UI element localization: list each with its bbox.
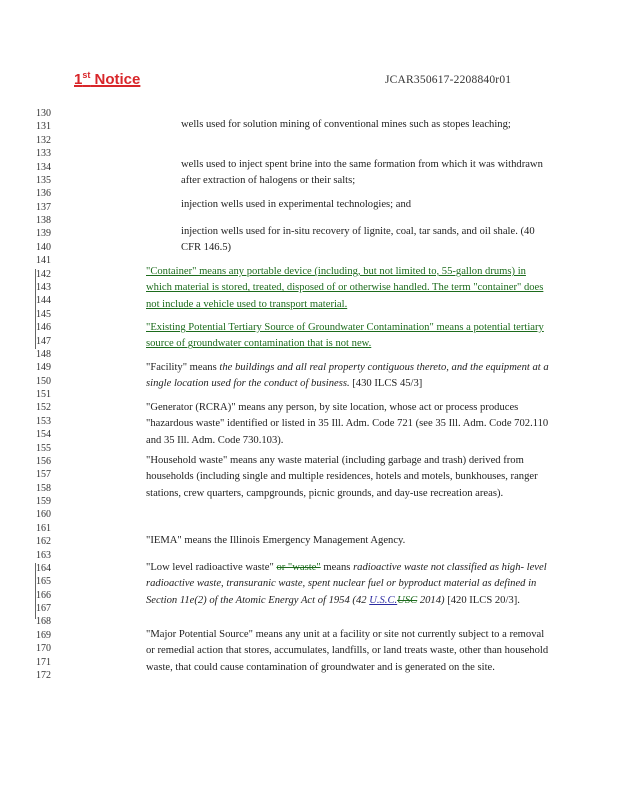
notice-number: 1	[74, 71, 83, 88]
line-number: 151	[36, 389, 51, 400]
line-number: 158	[36, 482, 51, 494]
definition-household-waste: "Household waste" means any waste material (including garbage and trash) derived from households (including single and multiple residences, hotels and motels, bunkhouses, ranger stations, crew quarters, campgrounds, picnic grounds, and day-use recreation areas).	[146, 455, 538, 499]
facility-term: "Facility" means	[146, 362, 220, 373]
line-number: 139	[36, 228, 51, 240]
line-number: 156	[36, 455, 51, 467]
line-number: 157	[36, 469, 51, 481]
line-number: 137	[36, 201, 51, 213]
line-number: 130	[36, 108, 51, 119]
facility-quoted-text: the buildings and all real property contiguous thereto, and the equipment at a single location used for the conduct of business.	[146, 362, 549, 390]
definition-iema: "IEMA" means the Illinois Emergency Management Agency.	[146, 535, 406, 546]
line-number: 146	[36, 322, 51, 334]
line-number: 141	[36, 255, 51, 267]
struck-text: or "waste"	[276, 562, 321, 573]
line-number: 154	[36, 429, 51, 441]
line-number: 135	[36, 174, 51, 186]
definition-container: "Container" means any portable device (including, but not limited to, 55-gallon drums) in which material is stored, treated, disposed of or otherwise handled. The term "container" does not include a vehicle used to transport material.	[146, 266, 544, 310]
line-number: 172	[36, 670, 51, 681]
line-number: 138	[36, 215, 51, 226]
paragraph-spent-brine: wells used to inject spent brine into the same formation from which it was withdrawn after extraction of halogens or their salts;	[181, 159, 543, 187]
line-number: 136	[36, 188, 51, 200]
first-notice-heading	[74, 70, 140, 88]
line-number: 165	[36, 576, 51, 588]
line-number: 170	[36, 643, 51, 655]
line-number: 142	[36, 268, 51, 280]
line-number: 153	[36, 415, 51, 427]
line-number: 150	[36, 375, 51, 387]
llrw-term: "Low level radioactive waste"	[146, 562, 277, 573]
line-number: 134	[36, 161, 51, 173]
line-number: 131	[36, 121, 51, 133]
line-number: 162	[36, 536, 51, 548]
line-number: 132	[36, 134, 51, 146]
line-number: 169	[36, 629, 51, 641]
line-number: 164	[36, 562, 51, 574]
paragraph-in-situ: injection wells used for in-situ recovery of lignite, coal, tar sands, and oil shale. (40 CFR 146.5)	[181, 226, 535, 254]
line-number: 148	[36, 348, 51, 360]
line-number: 144	[36, 295, 51, 307]
document-id: JCAR350617-2208840r01	[385, 74, 512, 86]
line-number: 145	[36, 308, 51, 320]
line-number: 140	[36, 241, 51, 253]
definition-low-level-radioactive-waste	[146, 560, 554, 609]
line-number: 159	[36, 496, 51, 507]
definition-generator-rcra: "Generator (RCRA)" means any person, by site location, whose act or process produces "hazardous waste" identified or listed in 35 Ill. Adm. Code 721 (see 35 Ill. Adm. Code 702.110 and 35 Ill. Adm. Code 730.103).	[146, 402, 549, 446]
line-number: 155	[36, 442, 51, 454]
definition-existing-potential-tertiary-source: "Existing Potential Tertiary Source of Groundwater Contamination" means a potential tertiary source of groundwater contamination that is not new.	[146, 322, 544, 350]
line-number: 161	[36, 522, 51, 534]
llrw-means: means	[320, 562, 354, 573]
line-number: 147	[36, 335, 51, 347]
notice-word: Notice	[90, 71, 141, 88]
llrw-quoted-text: radioactive waste not classified as high- level radioactive waste, transuranic waste, spent nuclear fuel or byproduct material as defined in Section 11e(2) of the Atomic Energy Act of 1954 (42	[146, 562, 547, 606]
line-number: 149	[36, 362, 51, 374]
line-number: 160	[36, 509, 51, 521]
line-number: 167	[36, 603, 51, 615]
struck-text: USC	[397, 594, 418, 606]
line-number: 168	[36, 616, 51, 628]
llrw-year: 2014)	[417, 594, 445, 606]
line-number: 133	[36, 148, 51, 160]
definition-major-potential-source: "Major Potential Source" means any unit at a facility or site not currently subject to a removal or remedial action that stores, accumulates, landfills, or land treats waste, other than household waste, that could cause contamination of groundwater and is generated on the site.	[146, 629, 549, 673]
paragraph-solution-mining: wells used for solution mining of conventional mines such as stopes leaching;	[181, 119, 511, 130]
facility-citation: [430 ILCS 45/3]	[349, 378, 423, 390]
line-number: 143	[36, 281, 51, 293]
paragraph-experimental: injection wells used in experimental technologies; and	[181, 199, 412, 210]
change-bar	[35, 269, 36, 349]
notice-ordinal-suffix: st	[82, 70, 91, 80]
llrw-citation: [420 ILCS 20/3].	[444, 594, 520, 606]
change-bar	[35, 563, 36, 619]
line-number: 163	[36, 549, 51, 561]
definition-facility	[146, 360, 554, 393]
line-number: 171	[36, 656, 51, 668]
line-number: 152	[36, 402, 51, 414]
inserted-text: U.S.C.	[369, 594, 398, 606]
line-number: 166	[36, 589, 51, 601]
